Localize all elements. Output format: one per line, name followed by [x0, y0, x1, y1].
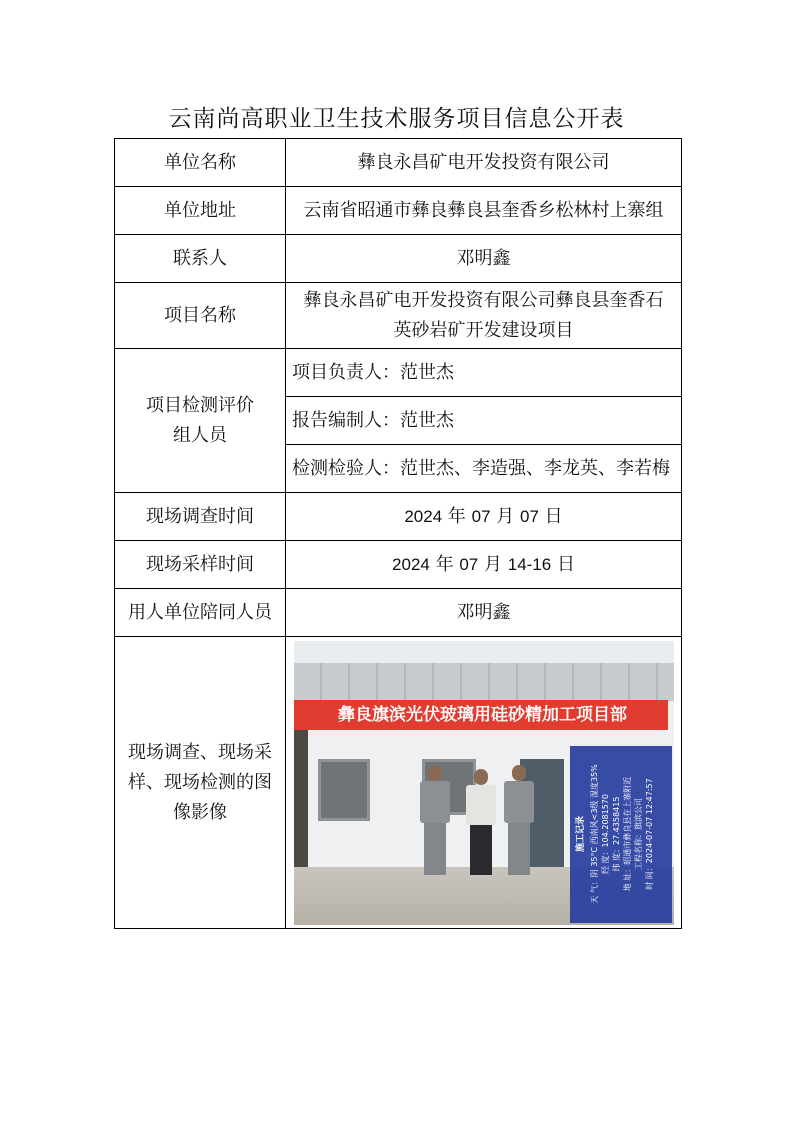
survey-year-unit: 年	[447, 505, 466, 527]
value-images	[286, 637, 682, 929]
row-contact	[115, 235, 682, 283]
value-team-leader: 项目负责人：范世杰	[286, 349, 682, 397]
site-photo	[294, 641, 674, 925]
row-team-leader	[115, 349, 682, 397]
value-inspectors: 检测检验人：范世杰、李造强、李龙英、李若梅	[286, 445, 682, 493]
label-images	[115, 637, 286, 929]
survey-year: 2024	[404, 506, 443, 526]
watermark-time: 时 间：2024-07-07 12:47:57	[644, 777, 654, 890]
sampling-day: 14-16	[507, 554, 552, 574]
photo-banner: 彝良旗滨光伏玻璃用硅砂精加工项目部	[294, 700, 668, 730]
watermark-project: 工程名称：旗滨公司	[633, 797, 643, 870]
sampling-year-unit: 年	[435, 553, 454, 575]
images-label-line-1: 现场调查、现场采	[128, 741, 272, 763]
sampling-day-unit: 日	[556, 553, 575, 575]
value-sampling-time	[286, 541, 682, 589]
row-sampling-time	[115, 541, 682, 589]
row-survey-time	[115, 493, 682, 541]
value-project-name	[286, 283, 682, 349]
label-unit-address: 单位地址	[115, 187, 286, 235]
label-team	[115, 349, 286, 493]
project-name-line-2: 英砂岩矿开发建设项目	[393, 319, 574, 341]
watermark-title: 施工记录	[575, 815, 586, 852]
team-label-line-2: 组人员	[173, 424, 227, 446]
survey-month-unit: 月	[496, 505, 515, 527]
label-sampling-time: 现场采样时间	[115, 541, 286, 589]
label-contact: 联系人	[115, 235, 286, 283]
watermark-longitude: 经 度：104.2081570	[600, 793, 610, 874]
photo-watermark	[570, 746, 672, 923]
row-project-name	[115, 283, 682, 349]
images-label-line-2: 样、现场检测的图	[128, 771, 272, 793]
label-unit-name: 单位名称	[115, 139, 286, 187]
document-title: 云南尚高职业卫生技术服务项目信息公开表	[168, 106, 625, 132]
value-escort: 邓明鑫	[286, 589, 682, 637]
watermark-location: 地 址：昭通市彝良县在上寨附近	[622, 776, 632, 891]
value-unit-address: 云南省昭通市彝良彝良县奎香乡松林村上寨组	[286, 187, 682, 235]
label-escort: 用人单位陪同人员	[115, 589, 286, 637]
watermark-text	[576, 750, 668, 918]
watermark-weather: 天 气：阴 35°C 西南风<3级 湿度35%	[589, 763, 599, 904]
label-survey-time: 现场调查时间	[115, 493, 286, 541]
photo-window-left	[318, 759, 370, 821]
project-name-line-1: 彝良永昌矿电开发投资有限公司彝良县奎香石	[303, 289, 664, 311]
team-label-line-1: 项目检测评价	[146, 394, 254, 416]
value-report-writer: 报告编制人：范世杰	[286, 397, 682, 445]
info-table	[114, 138, 682, 929]
survey-day: 07	[520, 506, 539, 526]
label-project-name: 项目名称	[115, 283, 286, 349]
watermark-latitude: 纬 度：27.4358415	[611, 796, 621, 871]
survey-month: 07	[471, 506, 491, 526]
images-label-line-3: 像影像	[173, 801, 227, 823]
sampling-year: 2024	[392, 554, 430, 574]
row-unit-address	[115, 187, 682, 235]
value-contact: 邓明鑫	[286, 235, 682, 283]
value-survey-time	[286, 493, 682, 541]
sampling-month-unit: 月	[484, 553, 502, 575]
sampling-month: 07	[459, 554, 479, 574]
row-images	[115, 637, 682, 929]
row-unit-name	[115, 139, 682, 187]
row-escort	[115, 589, 682, 637]
photo-roof	[294, 663, 674, 701]
value-unit-name: 彝良永昌矿电开发投资有限公司	[286, 139, 682, 187]
survey-day-unit: 日	[544, 505, 563, 527]
